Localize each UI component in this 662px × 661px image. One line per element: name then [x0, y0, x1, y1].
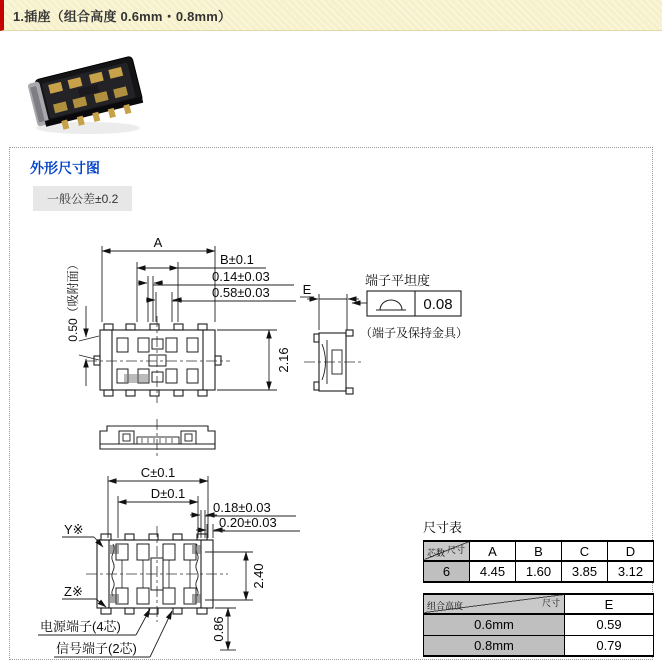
tolerance-note: 一般公差±0.2	[33, 186, 132, 211]
flatness-symbol-icon	[376, 300, 406, 310]
height-table-corner-cell	[424, 594, 565, 614]
strip-view-drawing	[100, 426, 215, 449]
table-row	[424, 635, 654, 656]
flatness-title: 端子平坦度	[365, 273, 431, 288]
dim-label-216: 2.16	[276, 347, 291, 373]
mating-height-table	[423, 593, 654, 657]
flatness-callout	[352, 273, 468, 340]
dim-label-b: B±0.1	[220, 252, 254, 267]
corner-label-mating-height: 组合高度	[427, 601, 464, 611]
corner-label-size: 尺寸	[446, 545, 465, 555]
side-view-dimension-lines	[300, 294, 359, 330]
dim-label-suction-face: 0.50（吸附面）	[66, 258, 80, 342]
size-table-corner-cell	[424, 541, 470, 561]
dim-label-014: 0.14±0.03	[212, 269, 270, 284]
size-table-header-row	[424, 541, 654, 561]
label-y: Y※	[64, 522, 84, 537]
label-power-terminal: 电源端子(4芯)	[40, 619, 121, 634]
height-table-header-row	[424, 594, 654, 614]
flatness-note: （端子及保持金具）	[360, 326, 469, 340]
value-a: 4.45	[470, 561, 516, 582]
top-view-drawing	[94, 324, 221, 396]
section-title: 外形尺寸图	[30, 160, 100, 176]
corner-label-pins: 芯数	[427, 548, 446, 558]
label-z: Z※	[64, 584, 83, 599]
column-header-a: A	[470, 541, 516, 561]
row-label-08mm: 0.8mm	[424, 635, 565, 656]
value-b: 1.60	[516, 561, 562, 582]
column-header-b: B	[516, 541, 562, 561]
dim-label-240: 2.40	[251, 563, 266, 589]
column-header-e: E	[565, 594, 654, 614]
size-table-title: 尺寸表	[423, 520, 463, 535]
page-title: 1.插座（组合高度 0.6mm・0.8mm）	[13, 8, 232, 24]
dim-label-018: 0.18±0.03	[213, 500, 271, 515]
value-c: 3.85	[562, 561, 608, 582]
flatness-value: 0.08	[423, 296, 453, 313]
dim-label-a: A	[153, 235, 163, 250]
row-label-pins: 6	[424, 561, 470, 582]
row-label-06mm: 0.6mm	[424, 614, 565, 635]
dimension-tables	[423, 517, 654, 657]
dim-label-e: E	[302, 282, 312, 297]
dim-label-086: 0.86	[211, 616, 226, 642]
column-header-d: D	[608, 541, 654, 561]
table-row	[424, 561, 654, 582]
value-d: 3.12	[608, 561, 654, 582]
value-e-08: 0.79	[565, 635, 654, 656]
size-table	[423, 540, 654, 583]
corner-label-size: 尺寸	[541, 598, 560, 608]
label-signal-terminal: 信号端子(2芯)	[56, 641, 137, 656]
dim-label-058: 0.58±0.03	[212, 285, 270, 300]
dim-label-020: 0.20±0.03	[219, 515, 277, 530]
dim-label-c: C±0.1	[140, 465, 176, 480]
value-e-06: 0.59	[565, 614, 654, 635]
dim-label-d: D±0.1	[150, 486, 186, 501]
table-row	[424, 614, 654, 635]
column-header-c: C	[562, 541, 608, 561]
